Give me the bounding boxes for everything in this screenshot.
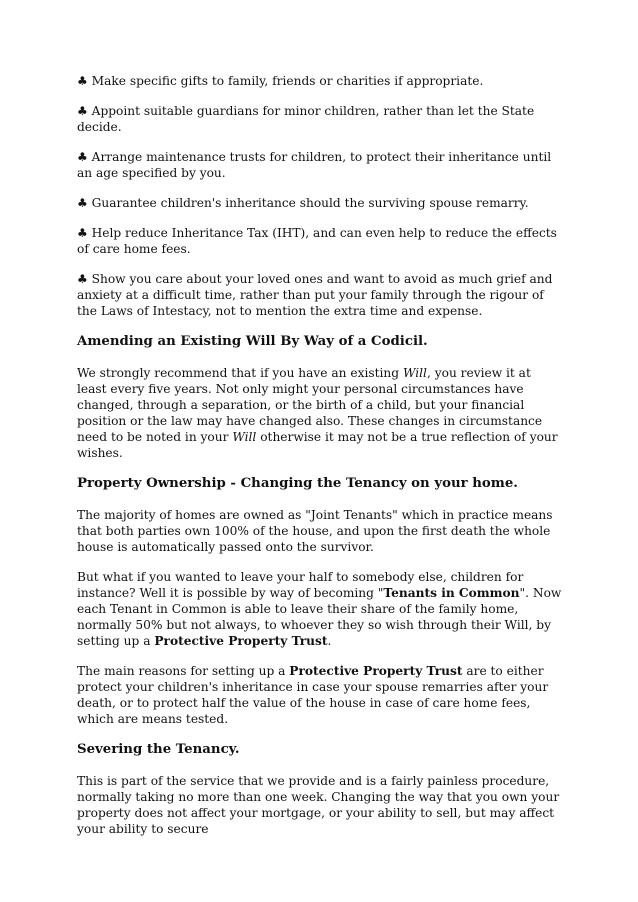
text-run: ". Now each Tenant in Common is able to leave their share of the family home, normally 50% but not always, to whoever they so wish through their Will, by setting up a — [77, 586, 562, 648]
text-run: , you review it at least every five years. Not only might your personal circumstances have changed, through a separation, or the birth of a child, but your financial position or the law may have changed also. These changes in circumstance need to be noted in your — [77, 366, 543, 444]
emphasis-will: Will — [402, 366, 427, 380]
club-bullet-icon: ♣ — [77, 74, 88, 88]
club-bullet-icon: ♣ — [77, 196, 88, 210]
codicil-heading: Amending an Existing Will By Way of a Codicil. — [77, 334, 428, 349]
text-run: otherwise it may not be a true reflection of your wishes. — [77, 430, 558, 460]
club-bullet-icon: ♣ — [77, 150, 88, 164]
strong-protective-property-trust: Protective Property Trust — [289, 664, 463, 678]
club-bullet-icon: ♣ — [77, 226, 88, 240]
severing-paragraph: This is part of the service that we provide and is a fairly painless procedure, normally taking no more than one week. Changing the way that you own your property does not affect your mortgage, or your ability to sell, but may affect your ability to secure — [77, 774, 560, 836]
bullet-item — [77, 225, 563, 257]
text-run: are to either protect your children's inheritance in case your spouse remarries after your death, or to protect half the value of the house in case of care home fees, which are means tested. — [77, 664, 549, 726]
ownership-paragraph-3 — [77, 663, 563, 727]
text-run: We strongly recommend that if you have an existing — [77, 366, 403, 380]
club-bullet-icon: ♣ — [77, 272, 88, 286]
bullet-text: Show you care about your loved ones and want to avoid as much grief and anxiety at a difficult time, rather than put your family through the rigour of the Laws of Intestacy, not to mention the extra time and expense. — [77, 272, 553, 318]
ownership-paragraph-1: The majority of homes are owned as "Joint Tenants" which in practice means that both parties own 100% of the house, and upon the first death the whole house is automatically passed onto the survivor. — [77, 508, 553, 554]
severing-heading: Severing the Tenancy. — [77, 742, 240, 757]
strong-protective-property-trust: Protective Property Trust — [154, 634, 328, 648]
bullet-item — [77, 149, 563, 181]
bullet-text: Help reduce Inheritance Tax (IHT), and can even help to reduce the effects of care home fees. — [77, 226, 557, 256]
strong-tenants-in-common: Tenants in Common — [383, 586, 520, 600]
bullet-item — [77, 73, 563, 89]
bullet-text: Make specific gifts to family, friends or charities if appropriate. — [87, 74, 484, 88]
codicil-paragraph — [77, 365, 563, 461]
bullet-item — [77, 195, 563, 211]
text-run: But what if you wanted to leave your half to somebody else, children for instance? Well it is possible by way of becoming " — [77, 570, 524, 600]
bullet-text: Appoint suitable guardians for minor children, rather than let the State decide. — [77, 104, 535, 134]
ownership-heading: Property Ownership - Changing the Tenancy on your home. — [77, 476, 518, 491]
bullet-item — [77, 103, 563, 135]
ownership-paragraph-2 — [77, 569, 563, 649]
text-run: . — [327, 634, 332, 648]
document-page — [77, 73, 563, 851]
bullet-text: Guarantee children's inheritance should the surviving spouse remarry. — [87, 196, 529, 210]
club-bullet-icon: ♣ — [77, 104, 88, 118]
text-run: The main reasons for setting up a — [77, 664, 290, 678]
emphasis-will: Will — [232, 430, 257, 444]
bullet-item — [77, 271, 563, 319]
bullet-text: Arrange maintenance trusts for children, to protect their inheritance until an age specified by you. — [77, 150, 552, 180]
